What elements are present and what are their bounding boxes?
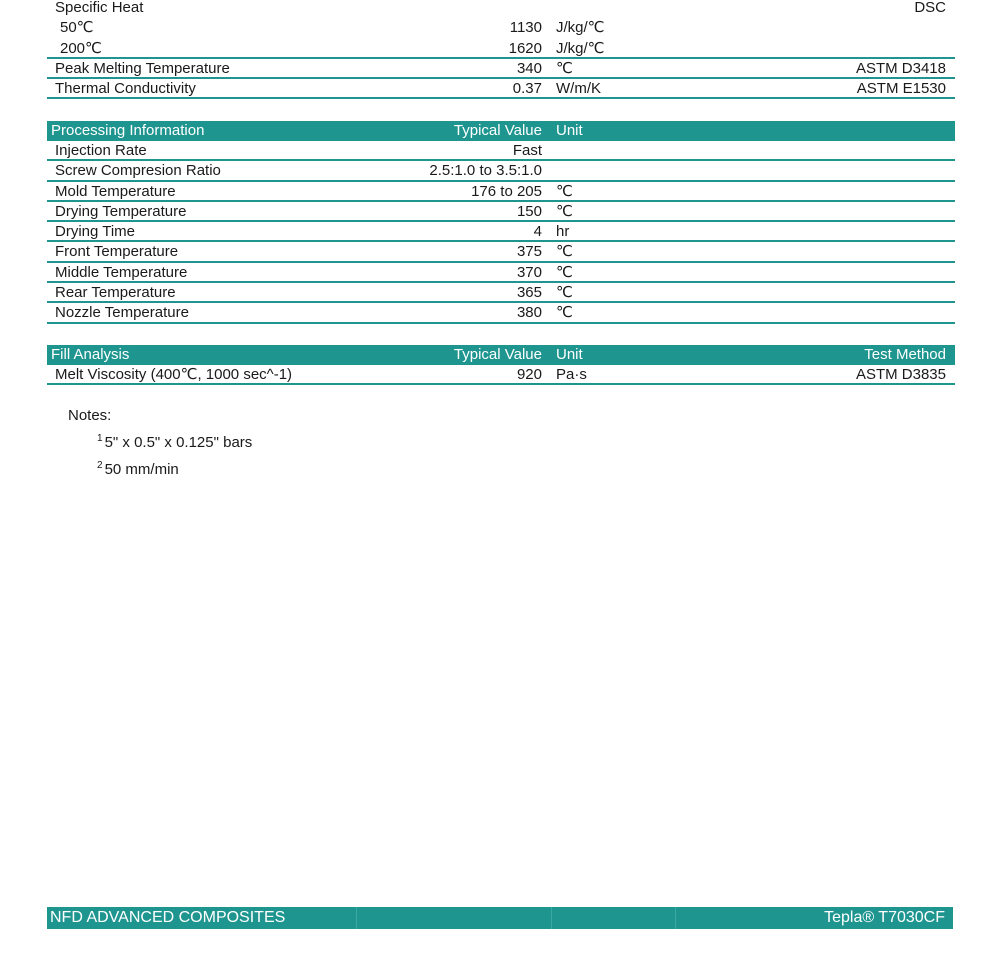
table-row bbox=[47, 79, 955, 99]
table-row bbox=[47, 141, 955, 161]
table-row bbox=[47, 222, 955, 242]
test-method: DSC bbox=[914, 0, 946, 16]
property-name: Specific Heat bbox=[55, 0, 144, 16]
table-row bbox=[47, 242, 955, 262]
property-name: Peak Melting Temperature bbox=[55, 59, 230, 77]
typical-value: Fast bbox=[512, 142, 542, 159]
typical-value: 1620 bbox=[508, 39, 542, 57]
note-item bbox=[97, 456, 252, 480]
unit: Pa·s bbox=[556, 366, 587, 383]
unit: ℃ bbox=[556, 202, 573, 220]
unit: ℃ bbox=[556, 284, 573, 302]
typical-value: 375 bbox=[516, 243, 542, 261]
column-header-unit: Unit bbox=[556, 346, 583, 363]
typical-value: 150 bbox=[516, 202, 542, 220]
table-header bbox=[47, 121, 955, 141]
unit: J/kg/℃ bbox=[556, 39, 605, 57]
footnote-marker: 1 bbox=[97, 433, 103, 444]
typical-value: 340 bbox=[516, 59, 542, 77]
footer-divider bbox=[675, 907, 676, 929]
processing-information-table bbox=[47, 121, 955, 324]
typical-value: 0.37 bbox=[512, 80, 542, 98]
table-row bbox=[47, 182, 955, 202]
note-text: 5" x 0.5" x 0.125" bars bbox=[104, 434, 253, 451]
typical-value: 1130 bbox=[509, 19, 542, 37]
column-header-value: Typical Value bbox=[453, 346, 542, 363]
fill-analysis-table bbox=[47, 345, 955, 385]
notes-section bbox=[68, 406, 253, 480]
property-name: Front Temperature bbox=[55, 243, 179, 261]
typical-value: 365 bbox=[516, 284, 542, 302]
property-name: Mold Temperature bbox=[55, 182, 176, 200]
property-name: 200℃ bbox=[60, 39, 102, 57]
page-footer bbox=[47, 907, 953, 929]
unit: ℃ bbox=[556, 243, 573, 261]
property-name: Injection Rate bbox=[55, 142, 147, 159]
table-row bbox=[47, 59, 955, 79]
footer-divider bbox=[356, 907, 357, 929]
typical-value: 176 to 205 bbox=[471, 182, 542, 200]
unit: ℃ bbox=[556, 263, 573, 281]
typical-value: 2.5:1.0 to 3.5:1.0 bbox=[429, 162, 542, 180]
property-name: 50℃ bbox=[60, 19, 94, 37]
property-name: Melt Viscosity (400℃, 1000 sec^-1) bbox=[55, 366, 293, 383]
unit: hr bbox=[556, 223, 570, 241]
unit: W/m/K bbox=[556, 80, 601, 98]
unit: ℃ bbox=[556, 182, 573, 200]
table-row bbox=[47, 202, 955, 222]
note-item bbox=[97, 429, 252, 453]
thermal-properties-table bbox=[47, 0, 955, 99]
typical-value: 4 bbox=[533, 223, 542, 241]
footer-product: Tepla® T7030CF bbox=[824, 909, 945, 926]
column-header-unit: Unit bbox=[556, 122, 583, 139]
table-row bbox=[47, 161, 955, 181]
footer-divider bbox=[551, 907, 552, 929]
unit: J/kg/℃ bbox=[556, 19, 605, 37]
property-name: Rear Temperature bbox=[55, 284, 176, 302]
typical-value: 370 bbox=[516, 263, 542, 281]
notes-title: Notes: bbox=[68, 407, 112, 424]
unit: ℃ bbox=[556, 59, 573, 77]
table-row bbox=[47, 18, 955, 38]
test-method: ASTM D3835 bbox=[855, 366, 946, 383]
table-row bbox=[47, 39, 955, 59]
column-header-value: Typical Value bbox=[453, 122, 542, 139]
note-text: 50 mm/min bbox=[104, 461, 179, 478]
property-name: Drying Time bbox=[55, 223, 136, 241]
test-method: ASTM D3418 bbox=[855, 59, 946, 77]
table-row bbox=[47, 283, 955, 303]
unit: ℃ bbox=[556, 304, 573, 322]
footer-company: NFD ADVANCED COMPOSITES bbox=[50, 909, 286, 926]
table-row bbox=[47, 365, 955, 385]
typical-value: 380 bbox=[516, 304, 542, 322]
table-header bbox=[47, 345, 955, 365]
table-row bbox=[47, 263, 955, 283]
property-name: Drying Temperature bbox=[55, 202, 187, 220]
property-name: Middle Temperature bbox=[55, 263, 188, 281]
table-row bbox=[47, 303, 955, 323]
column-header-name: Processing Information bbox=[51, 122, 205, 139]
column-header-method: Test Method bbox=[864, 346, 946, 363]
property-name: Thermal Conductivity bbox=[55, 80, 196, 98]
property-name: Screw Compresion Ratio bbox=[55, 162, 221, 180]
property-name: Nozzle Temperature bbox=[55, 304, 189, 322]
typical-value: 920 bbox=[516, 366, 542, 383]
table-row bbox=[47, 0, 955, 18]
footnote-marker: 2 bbox=[97, 460, 103, 471]
column-header-name: Fill Analysis bbox=[51, 346, 130, 363]
test-method: ASTM E1530 bbox=[856, 80, 946, 98]
